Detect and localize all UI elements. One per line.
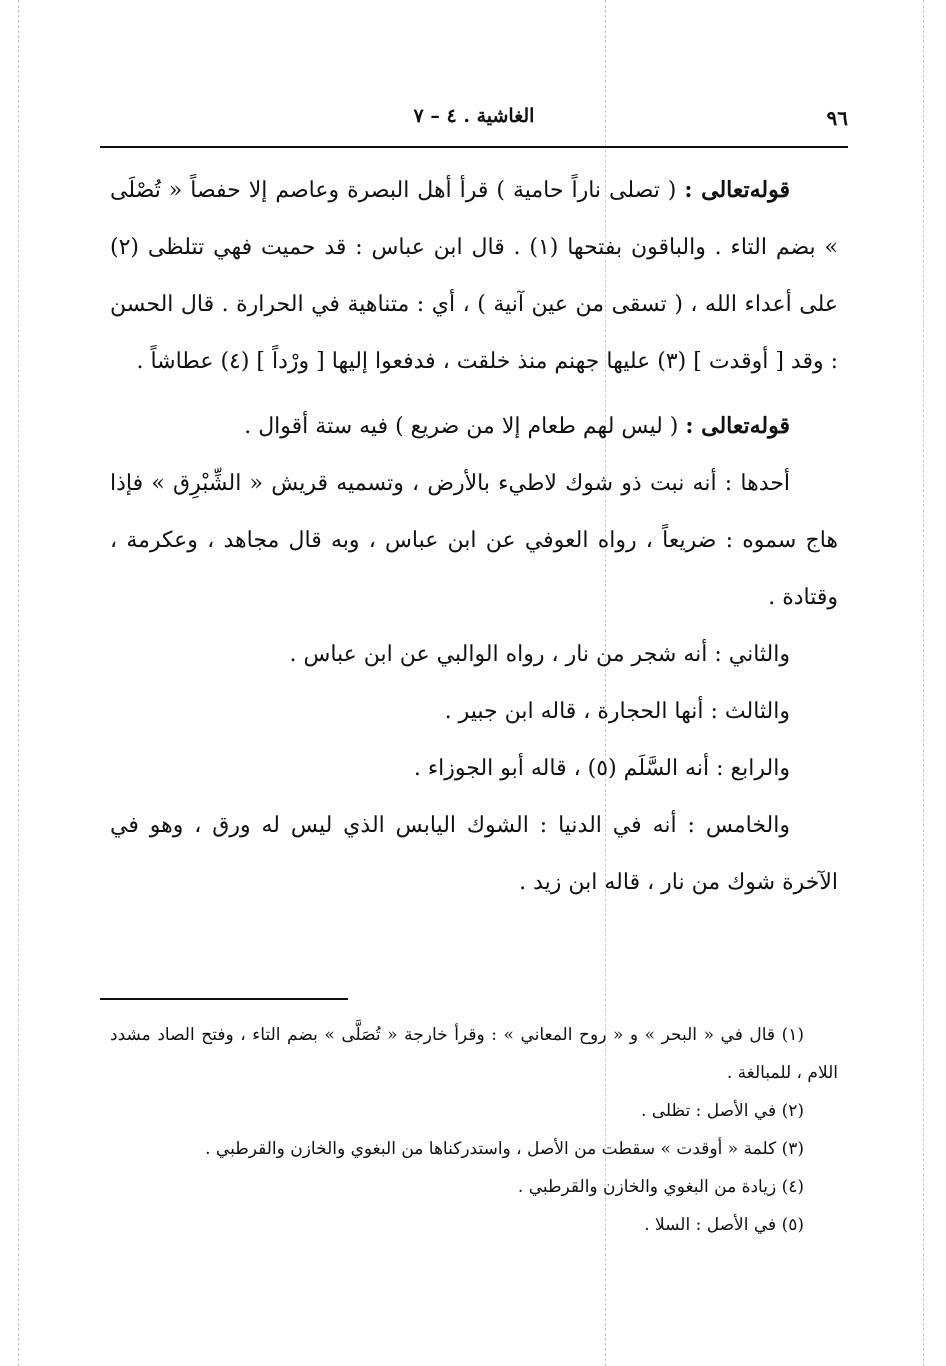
footnote: (١) قال في « البحر » و « روح المعاني » : وقرأ خارجة « تُصَلَّى » بضم التاء ، وفتح الصاد مشدد اللام ، للمبالغة . [110, 1025, 838, 1083]
opinion-paragraph: والثاني : أنه شجر من نار ، رواه الوالبي عن ابن عباس . [289, 642, 790, 667]
main-text [110, 162, 838, 911]
page-number: ٩٦ [826, 106, 848, 130]
commentary-paragraph [110, 162, 838, 390]
verse-lead: قوله‌تعالى : [684, 177, 791, 203]
footnote: (٣) كلمة « أوقدت » سقطت من الأصل ، واستدركناها من البغوي والخازن والقرطبي . [205, 1139, 804, 1159]
footnotes [110, 1016, 838, 1244]
page-header [100, 96, 848, 148]
opinion-paragraph: والخامس : أنه في الدنيا : الشوك اليابس الذي ليس له ورق ، وهو في الآخرة شوك من نار ، قاله ابن زيد . [110, 813, 838, 895]
commentary-paragraph [110, 398, 838, 455]
opinion-paragraph: والثالث : أنها الحجارة ، قاله ابن جبير . [444, 699, 790, 724]
footnote: (٤) زيادة من البغوي والخازن والقرطبي . [517, 1177, 804, 1197]
scan-guide-line [18, 0, 19, 1366]
scan-guide-line [923, 0, 924, 1366]
paragraph-text: ( ليس لهم طعام إلا من ضريع ) فيه ستة أقوال . [244, 414, 679, 439]
book-page [100, 96, 848, 1296]
opinion-paragraph: والرابع : أنه السَّلَم (٥) ، قاله أبو الجوزاء . [413, 756, 790, 781]
running-title: الغاشية . ٤ – ٧ [413, 105, 535, 127]
opinion-paragraph: أحدها : أنه نبت ذو شوك لاطيء بالأرض ، وتسميه قريش « الشِّبْرِق » فإذا هاج سموه : ضريعاً ، رواه العوفي عن ابن عباس ، وبه قال مجاهد ، وعكرمة ، وقتادة . [110, 471, 838, 610]
footnote: (٥) في الأصل : السلا . [644, 1215, 804, 1235]
footnote: (٢) في الأصل : تظلى . [640, 1101, 804, 1121]
footnote-separator [100, 998, 348, 1000]
verse-lead: قوله‌تعالى : [685, 413, 790, 439]
paragraph-text: ( تصلى ناراً حامية ) قرأ أهل البصرة وعاصم إلا حفصاً « تُصْلَى » بضم التاء . والباقون بفتحها (١) . قال ابن عباس : قد حميت فهي تتلظى (٢) على أعداء الله ، ( تسقى من عين آنية ) ، أي : متناهية في الحرارة . قال الحسن : وقد [ أوقدت ] (٣) عليها جهنم منذ خلقت ، فدفعوا إليها [ ورْداً ] (٤) عطاشاً . [110, 178, 838, 374]
